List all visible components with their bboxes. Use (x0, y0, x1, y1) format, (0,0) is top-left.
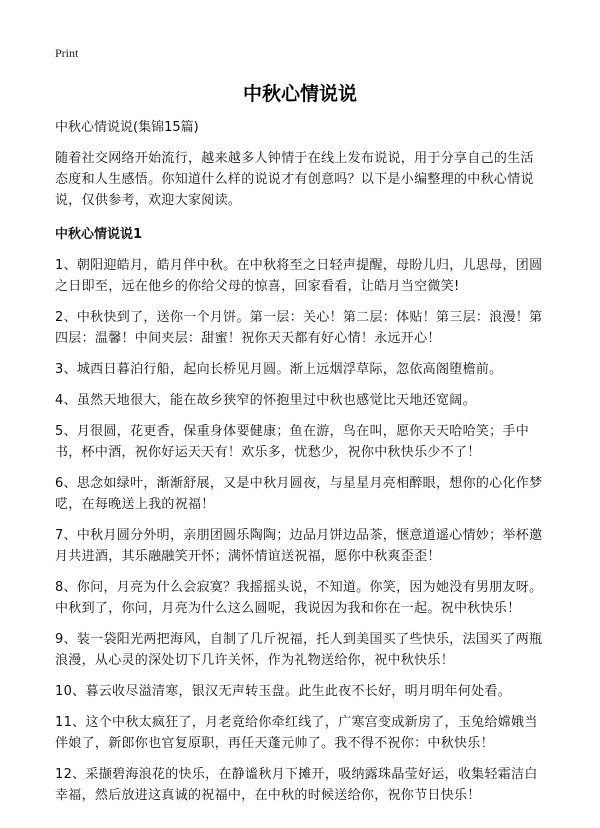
intro-paragraph: 随着社交网络开始流行，越来越多人钟情于在线上发布说说，用于分享自己的生活态度和人生感悟。你知道什么样的说说才有创意吗？以下是小编整理的中秋心情说说，仅供参考，欢迎大家阅读。 (55, 151, 534, 208)
list-item: 5、月很圆，花更香，保重身体要健康；鱼在游，鸟在叫，愿你天天哈哈笑；手中书，杯中酒，祝你好运天天有！欢乐多，忧愁少，祝你中秋快乐少不了！ (55, 424, 530, 460)
list-item: 9、装一袋阳光两把海风，自制了几斤祝福，托人到美国买了些快乐，法国买了两瓶浪漫，从心灵的深处切下几许关怀，作为礼物送给你，祝中秋快乐！ (55, 632, 543, 668)
list-item: 11、这个中秋太疯狂了，月老竟给你牵红线了，广寒宫变成新房了，玉兔给嫦娥当伴娘了，新郎你也官复原职，再任天蓬元帅了。我不得不祝你：中秋快乐！ (55, 715, 538, 751)
list-item: 7、中秋月圆分外明，亲朋团圆乐陶陶；边品月饼边品茶，惬意道遥心情妙；举杯邀月共进酒，其乐融融笑开怀；满怀情谊送祝福，愿你中秋爽歪歪！ (55, 528, 543, 564)
list-item: 10、暮云收尽溢清寒，银汉无声转玉盘。此生此夜不长好，明月明年何处看。 (55, 684, 512, 699)
article-body (55, 118, 547, 816)
list-item: 3、城西日暮泊行船，起向长桥见月圆。渐上远烟浮草际，忽依高阁堕檐前。 (55, 362, 503, 377)
list-item: 6、思念如绿叶，渐渐舒展，又是中秋月圆夜，与星星月亮相醉眼，想你的心化作梦呓，在每晚送上我的祝福！ (55, 476, 543, 512)
section-heading: 中秋心情说说1 (55, 227, 143, 242)
page-title: 中秋心情说说 (242, 83, 357, 105)
list-item: 12、采撷碧海浪花的快乐，在静谧秋月下摊开，吸纳露珠晶莹好运，收集轻霜洁白幸福，然后放进这真诚的祝福中，在中秋的时候送给你，祝你节日快乐！ (55, 767, 538, 803)
list-item: 2、中秋快到了，送你一个月饼。第一层：关心！第二层：体贴！第三层：浪漫！第四层：温馨！中间夹层：甜蜜！祝你天天都有好心情！永远开心！ (55, 310, 543, 346)
list-item: 1、朝阳迎皓月，皓月伴中秋。在中秋将至之日轻声提醒，母盼儿归，儿思母，团圆之日即至，远在他乡的你给父母的惊喜，回家看看，让皓月当空微笑! (55, 258, 543, 294)
list-item: 4、虽然天地很大，能在故乡狭窄的怀抱里过中秋也感觉比天地还宽阔。 (55, 393, 476, 408)
list-item: 8、你问，月亮为什么会寂寞？我摇摇头说，不知道。你笑，因为她没有男朋友呀。中秋到了，你问，月亮为什么这么圆呢，我说因为我和你在一起。祝中秋快乐！ (55, 580, 543, 616)
print-link[interactable]: Print (55, 46, 79, 60)
article-subtitle: 中秋心情说说(集锦15篇) (55, 120, 199, 135)
